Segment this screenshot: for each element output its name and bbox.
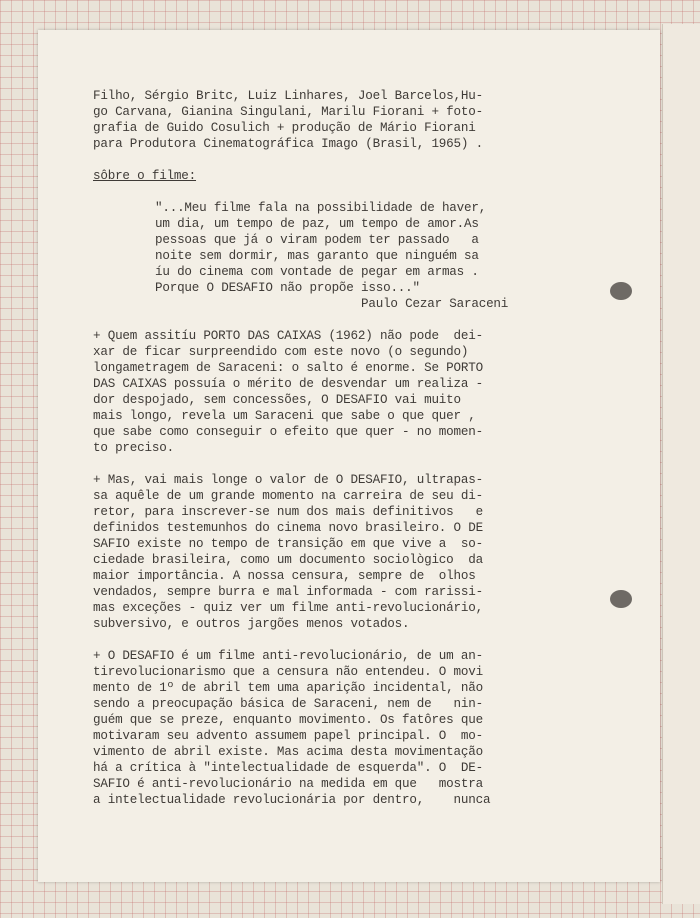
paragraph-line: guém que se preze, enquanto movimento. Os fatôres que bbox=[93, 713, 483, 727]
quote-line: "...Meu filme fala na possibilidade de haver, bbox=[155, 201, 487, 215]
intro-line: para Produtora Cinematográfica Imago (Brasil, 1965) . bbox=[93, 137, 483, 151]
paragraph-line: mento de 1º de abril tem uma aparição incidental, não bbox=[93, 681, 483, 695]
intro-line: go Carvana, Gianina Singulani, Marilu Fiorani + foto- bbox=[93, 105, 483, 119]
paragraph-line: SAFIO é anti-revolucionário na medida em que mostra bbox=[93, 777, 483, 791]
paragraph-line: a intelectualidade revolucionária por dentro, nunca bbox=[93, 793, 491, 807]
punch-hole-bottom bbox=[610, 590, 632, 608]
paragraph-line: sendo a preocupação básica de Saraceni, nem de nin- bbox=[93, 697, 483, 711]
paragraph-line: + Mas, vai mais longe o valor de O DESAFIO, ultrapas- bbox=[93, 473, 483, 487]
paragraph-line: vendados, sempre burra e mal informada - com rarissi- bbox=[93, 585, 483, 599]
paragraph-line: DAS CAIXAS possuía o mérito de desvendar um realiza - bbox=[93, 377, 483, 391]
paragraph-line: definidos testemunhos do cinema novo brasileiro. O DE bbox=[93, 521, 483, 535]
quote-line: Porque O DESAFIO não propõe isso..." bbox=[155, 281, 420, 295]
quote-author: Paulo Cezar Saraceni bbox=[361, 297, 509, 311]
paragraph-line: to preciso. bbox=[93, 441, 174, 455]
quote-line: íu do cinema com vontade de pegar em armas . bbox=[155, 265, 479, 279]
paragraph-line: ciedade brasileira, como um documento sociològico da bbox=[93, 553, 483, 567]
paragraph-line: motivaram seu advento assumem papel principal. O mo- bbox=[93, 729, 483, 743]
paragraph-line: retor, para inscrever-se num dos mais definitivos e bbox=[93, 505, 483, 519]
paragraph-line: sa aquêle de um grande momento na carreira de seu di- bbox=[93, 489, 483, 503]
paragraph-line: longametragem de Saraceni: o salto é enorme. Se PORTO bbox=[93, 361, 483, 375]
paragraph-1 bbox=[93, 328, 613, 456]
paragraph-line: dor despojado, sem concessões, O DESAFIO vai muito bbox=[93, 393, 461, 407]
paragraph-line: subversivo, e outros jargões menos votados. bbox=[93, 617, 410, 631]
paragraph-line: tirevolucionarismo que a censura não entendeu. O movi bbox=[93, 665, 483, 679]
paragraph-line: xar de ficar surpreendido com este novo (o segundo) bbox=[93, 345, 469, 359]
paragraph-line: + Quem assitíu PORTO DAS CAIXAS (1962) não pode dei- bbox=[93, 329, 483, 343]
paragraph-line: há a crítica à "intelectualidade de esquerda". O DE- bbox=[93, 761, 483, 775]
paragraph-line: mais longo, revela um Saraceni que sabe o que quer , bbox=[93, 409, 476, 423]
paragraph-line: + O DESAFIO é um filme anti-revolucionário, de um an- bbox=[93, 649, 483, 663]
intro-block bbox=[93, 88, 613, 152]
paragraph-line: mas exceções - quiz ver um filme anti-revolucionário, bbox=[93, 601, 483, 615]
intro-line: Filho, Sérgio Britc, Luiz Linhares, Joel Barcelos,Hu- bbox=[93, 89, 483, 103]
paragraph-line: vimento de abril existe. Mas acima desta movimentação bbox=[93, 745, 483, 759]
quote-line: pessoas que já o viram podem ter passado a bbox=[155, 233, 479, 247]
paragraph-line: SAFIO existe no tempo de transição em que vive a so- bbox=[93, 537, 483, 551]
paragraph-line: que sabe como conseguir o efeito que quer - no momen- bbox=[93, 425, 483, 439]
punch-hole-top bbox=[610, 282, 632, 300]
quote-line: um dia, um tempo de paz, um tempo de amor.As bbox=[155, 217, 479, 231]
paragraph-2 bbox=[93, 472, 613, 632]
adjacent-page-edge bbox=[662, 24, 700, 904]
document-text bbox=[93, 88, 613, 808]
section-heading: sôbre o filme: bbox=[93, 169, 197, 183]
paragraph-line: maior importância. A nossa censura, sempre de olhos bbox=[93, 569, 476, 583]
paragraph-3 bbox=[93, 648, 613, 808]
director-quote bbox=[93, 200, 613, 312]
quote-line: noite sem dormir, mas garanto que ninguém sa bbox=[155, 249, 479, 263]
intro-line: grafia de Guido Cosulich + produção de Mário Fiorani bbox=[93, 121, 476, 135]
